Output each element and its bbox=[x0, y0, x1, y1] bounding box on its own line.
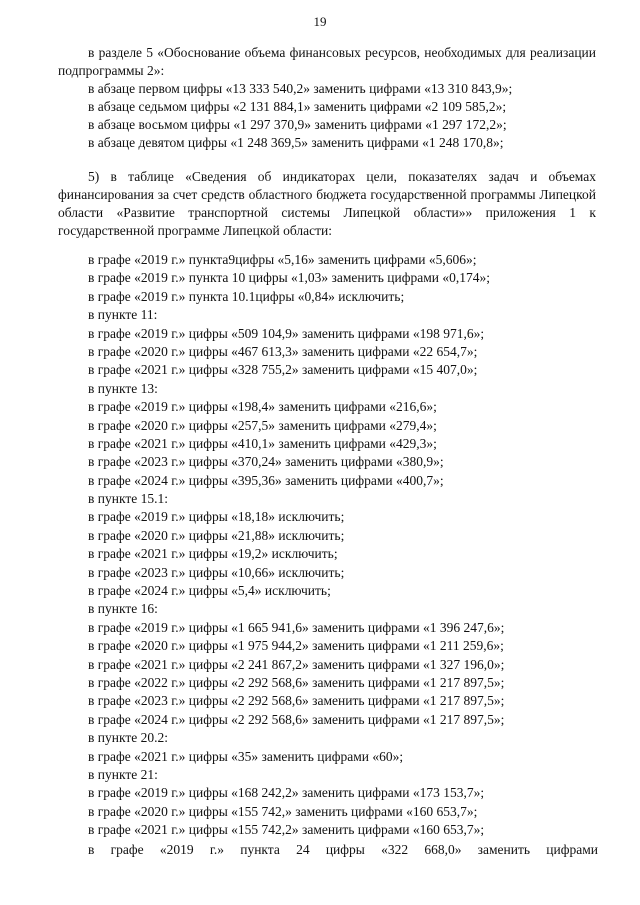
list-item: в пункте 15.1: bbox=[88, 491, 168, 507]
section5-intro: в разделе 5 «Обоснование объема финансовых ресурсов, необходимых для реализации подпрограммы 2»: bbox=[58, 45, 596, 78]
list-item: в графе «2021 г.» цифры «410,1» заменить цифрами «429,3»; bbox=[88, 435, 437, 451]
list-item: в графе «2024 г.» цифры «5,4» исключить; bbox=[88, 583, 331, 599]
list-item: в графе «2023 г.» цифры «10,66» исключить; bbox=[88, 564, 345, 580]
list-item: в графе «2021 г.» цифры «328 755,2» заменить цифрами «15 407,0»; bbox=[88, 362, 478, 378]
list-item: в графе «2023 г.» цифры «370,24» заменить цифрами «380,9»; bbox=[88, 454, 444, 470]
list-item: в пункте 20.2: bbox=[88, 730, 168, 746]
list-item: в графе «2022 г.» цифры «2 292 568,6» заменить цифрами «1 217 897,5»; bbox=[88, 674, 505, 690]
list-item: в графе «2019 г.» пункта 10 цифры «1,03» заменить цифрами «0,174»; bbox=[88, 270, 491, 286]
list-item: в пункте 21: bbox=[88, 766, 158, 782]
amendments-list bbox=[88, 251, 598, 840]
list-item: в графе «2020 г.» цифры «21,88» исключить; bbox=[88, 527, 345, 543]
list-item: в графе «2019 г.» пункта 10.1цифры «0,84» исключить; bbox=[88, 288, 405, 304]
list-item: в пункте 11: bbox=[88, 307, 158, 323]
list-item: в графе «2019 г.» пункта9цифры «5,16» заменить цифрами «5,606»; bbox=[88, 252, 477, 267]
list-item: в графе «2019 г.» цифры «509 104,9» заменить цифрами «198 971,6»; bbox=[88, 325, 485, 341]
list-item: в графе «2021 г.» цифры «35» заменить цифрами «60»; bbox=[88, 748, 404, 764]
section5-line-1: в абзаце первом цифры «13 333 540,2» заменить цифрами «13 310 843,9»; bbox=[88, 81, 513, 96]
list-item: в графе «2020 г.» цифры «257,5» заменить цифрами «279,4»; bbox=[88, 417, 437, 433]
section5-line-3: в абзаце восьмом цифры «1 297 370,9» заменить цифрами «1 297 172,2»; bbox=[88, 117, 507, 132]
section5-line-2: в абзаце седьмом цифры «2 131 884,1» заменить цифрами «2 109 585,2»; bbox=[88, 99, 507, 114]
list-item: в графе «2024 г.» цифры «395,36» заменить цифрами «400,7»; bbox=[88, 472, 444, 488]
list-item: в графе «2019 г.» цифры «18,18» исключить; bbox=[88, 509, 345, 525]
list-item: в графе «2019 г.» цифры «168 242,2» заменить цифрами «173 153,7»; bbox=[88, 785, 485, 801]
list-item: в графе «2024 г.» цифры «2 292 568,6» заменить цифрами «1 217 897,5»; bbox=[88, 711, 505, 727]
list-item: в графе «2019 г.» цифры «198,4» заменить цифрами «216,6»; bbox=[88, 399, 437, 415]
list-item: в пункте 16: bbox=[88, 601, 158, 617]
section5-list bbox=[58, 80, 596, 152]
section5-line-4: в абзаце девятом цифры «1 248 369,5» заменить цифрами «1 248 170,8»; bbox=[88, 135, 504, 150]
page-number: 19 bbox=[313, 14, 327, 29]
list-item: в пункте 13: bbox=[88, 380, 158, 396]
list-item: в графе «2020 г.» цифры «1 975 944,2» заменить цифрами «1 211 259,6»; bbox=[88, 638, 504, 654]
list-item: в графе «2021 г.» цифры «2 241 867,2» заменить цифрами «1 327 196,0»; bbox=[88, 656, 505, 672]
list-item: в графе «2023 г.» цифры «2 292 568,6» заменить цифрами «1 217 897,5»; bbox=[88, 693, 505, 709]
list-item: в графе «2020 г.» цифры «467 613,3» заменить цифрами «22 654,7»; bbox=[88, 343, 478, 359]
item5-paragraph: 5) в таблице «Сведения об индикаторах цели, показателях задач и объемах финансирования за счет средств областного бюджета государственной программы Липецкой области «Развитие транспортной системы Липецкой области»» приложения 1 к государственной программе Липецкой области: bbox=[58, 169, 596, 238]
list-item: в графе «2019 г.» цифры «1 665 941,6» заменить цифрами «1 396 247,6»; bbox=[88, 619, 505, 635]
list-item: в графе «2021 г.» цифры «155 742,2» заменить цифрами «160 653,7»; bbox=[88, 822, 485, 838]
list-item: в графе «2020 г.» цифры «155 742,» заменить цифрами «160 653,7»; bbox=[88, 803, 478, 819]
list-item: в графе «2021 г.» цифры «19,2» исключить; bbox=[88, 546, 338, 562]
last-line: в графе «2019 г.» пункта 24 цифры «322 668,0» заменить цифрами bbox=[88, 842, 598, 857]
